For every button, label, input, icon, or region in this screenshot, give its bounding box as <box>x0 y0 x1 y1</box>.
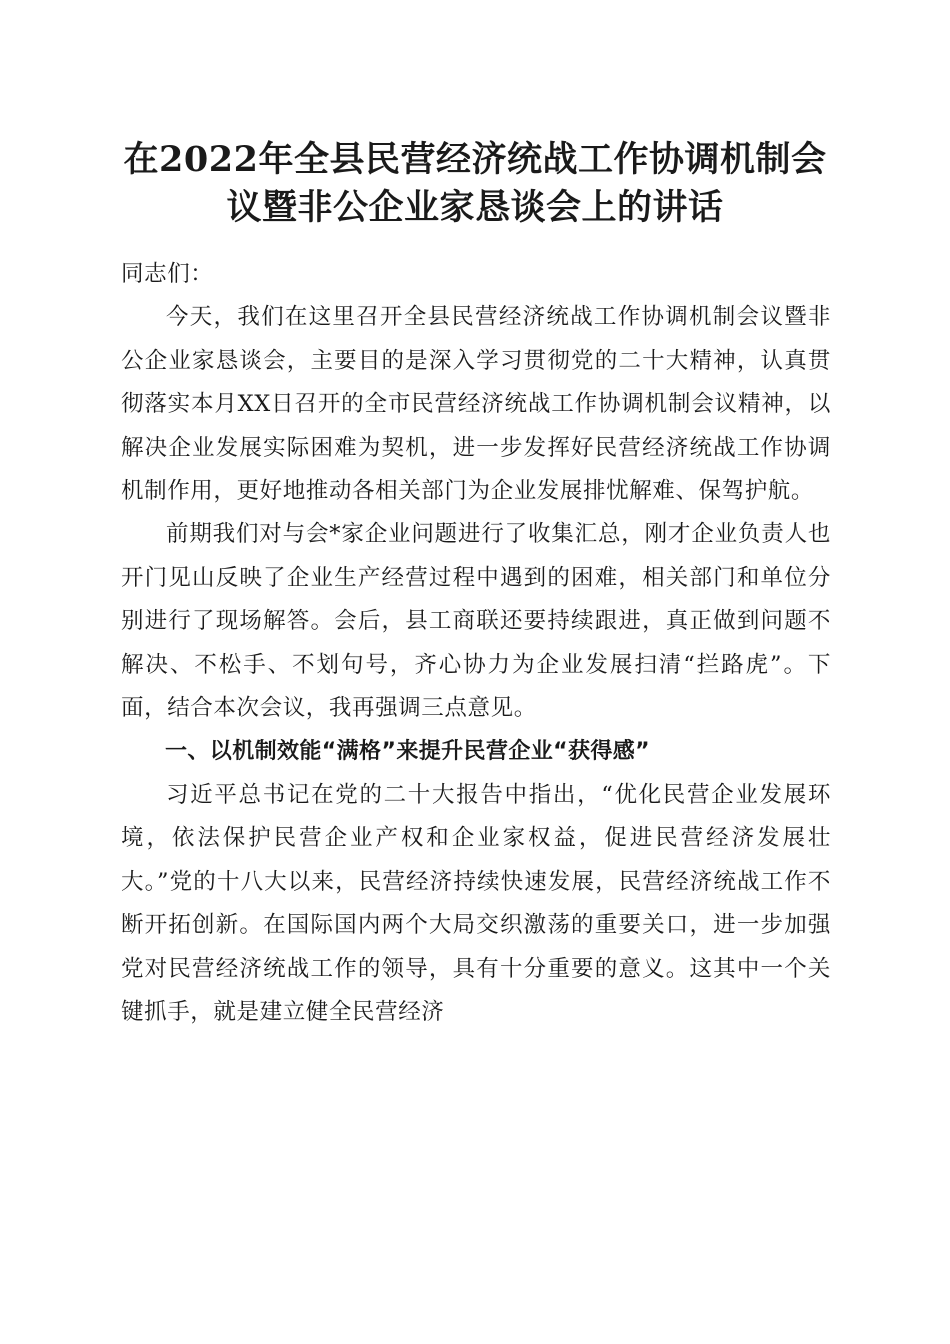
greeting: 同志们： <box>121 261 214 287</box>
section-1-paragraph: 习近平总书记在党的二十大报告中指出，“优化民营企业发展环境，依法保护民营企业产权和企业家权益，促进民营经济发展壮大。”党的十八大以来，民营经济持续快速发展，民营经济统战工作不断开拓创新。在国际国内两个大局交织激荡的重要关口，进一步加强党对民营经济统战工作的领导，具有十分重要的意义。这其中一个关键抓手，就是建立健全民营经济 <box>121 781 831 1025</box>
paragraph-feedback: 前期我们对与会*家企业问题进行了收集汇总，刚才企业负责人也开门见山反映了企业生产经营过程中遇到的困难，相关部门和单位分别进行了现场解答。会后，县工商联还要持续跟进，真正做到问题不解决、不松手、不划句号，齐心协力为企业发展扫清“拦路虎”。下面，结合本次会议，我再强调三点意见。 <box>121 521 831 722</box>
document-body <box>121 253 831 1034</box>
document-title-line-2: 议暨非公企业家恳谈会上的讲话 <box>226 187 724 228</box>
paragraph-opening: 今天，我们在这里召开全县民营经济统战工作协调机制会议暨非公企业家恳谈会，主要目的是深入学习贯彻党的二十大精神，认真贯彻落实本月XX日召开的全市民营经济统战工作协调机制会议精神，以解决企业发展实际困难为契机，进一步发挥好民营经济统战工作协调机制作用，更好地推动各相关部门为企业发展排忧解难、保驾护航。 <box>121 304 831 505</box>
document-title-line-1: 在2022年全县民营经济统战工作协调机制会 <box>123 139 827 180</box>
section-heading-1: 一、以机制效能“满格”来提升民营企业“获得感” <box>165 739 651 765</box>
